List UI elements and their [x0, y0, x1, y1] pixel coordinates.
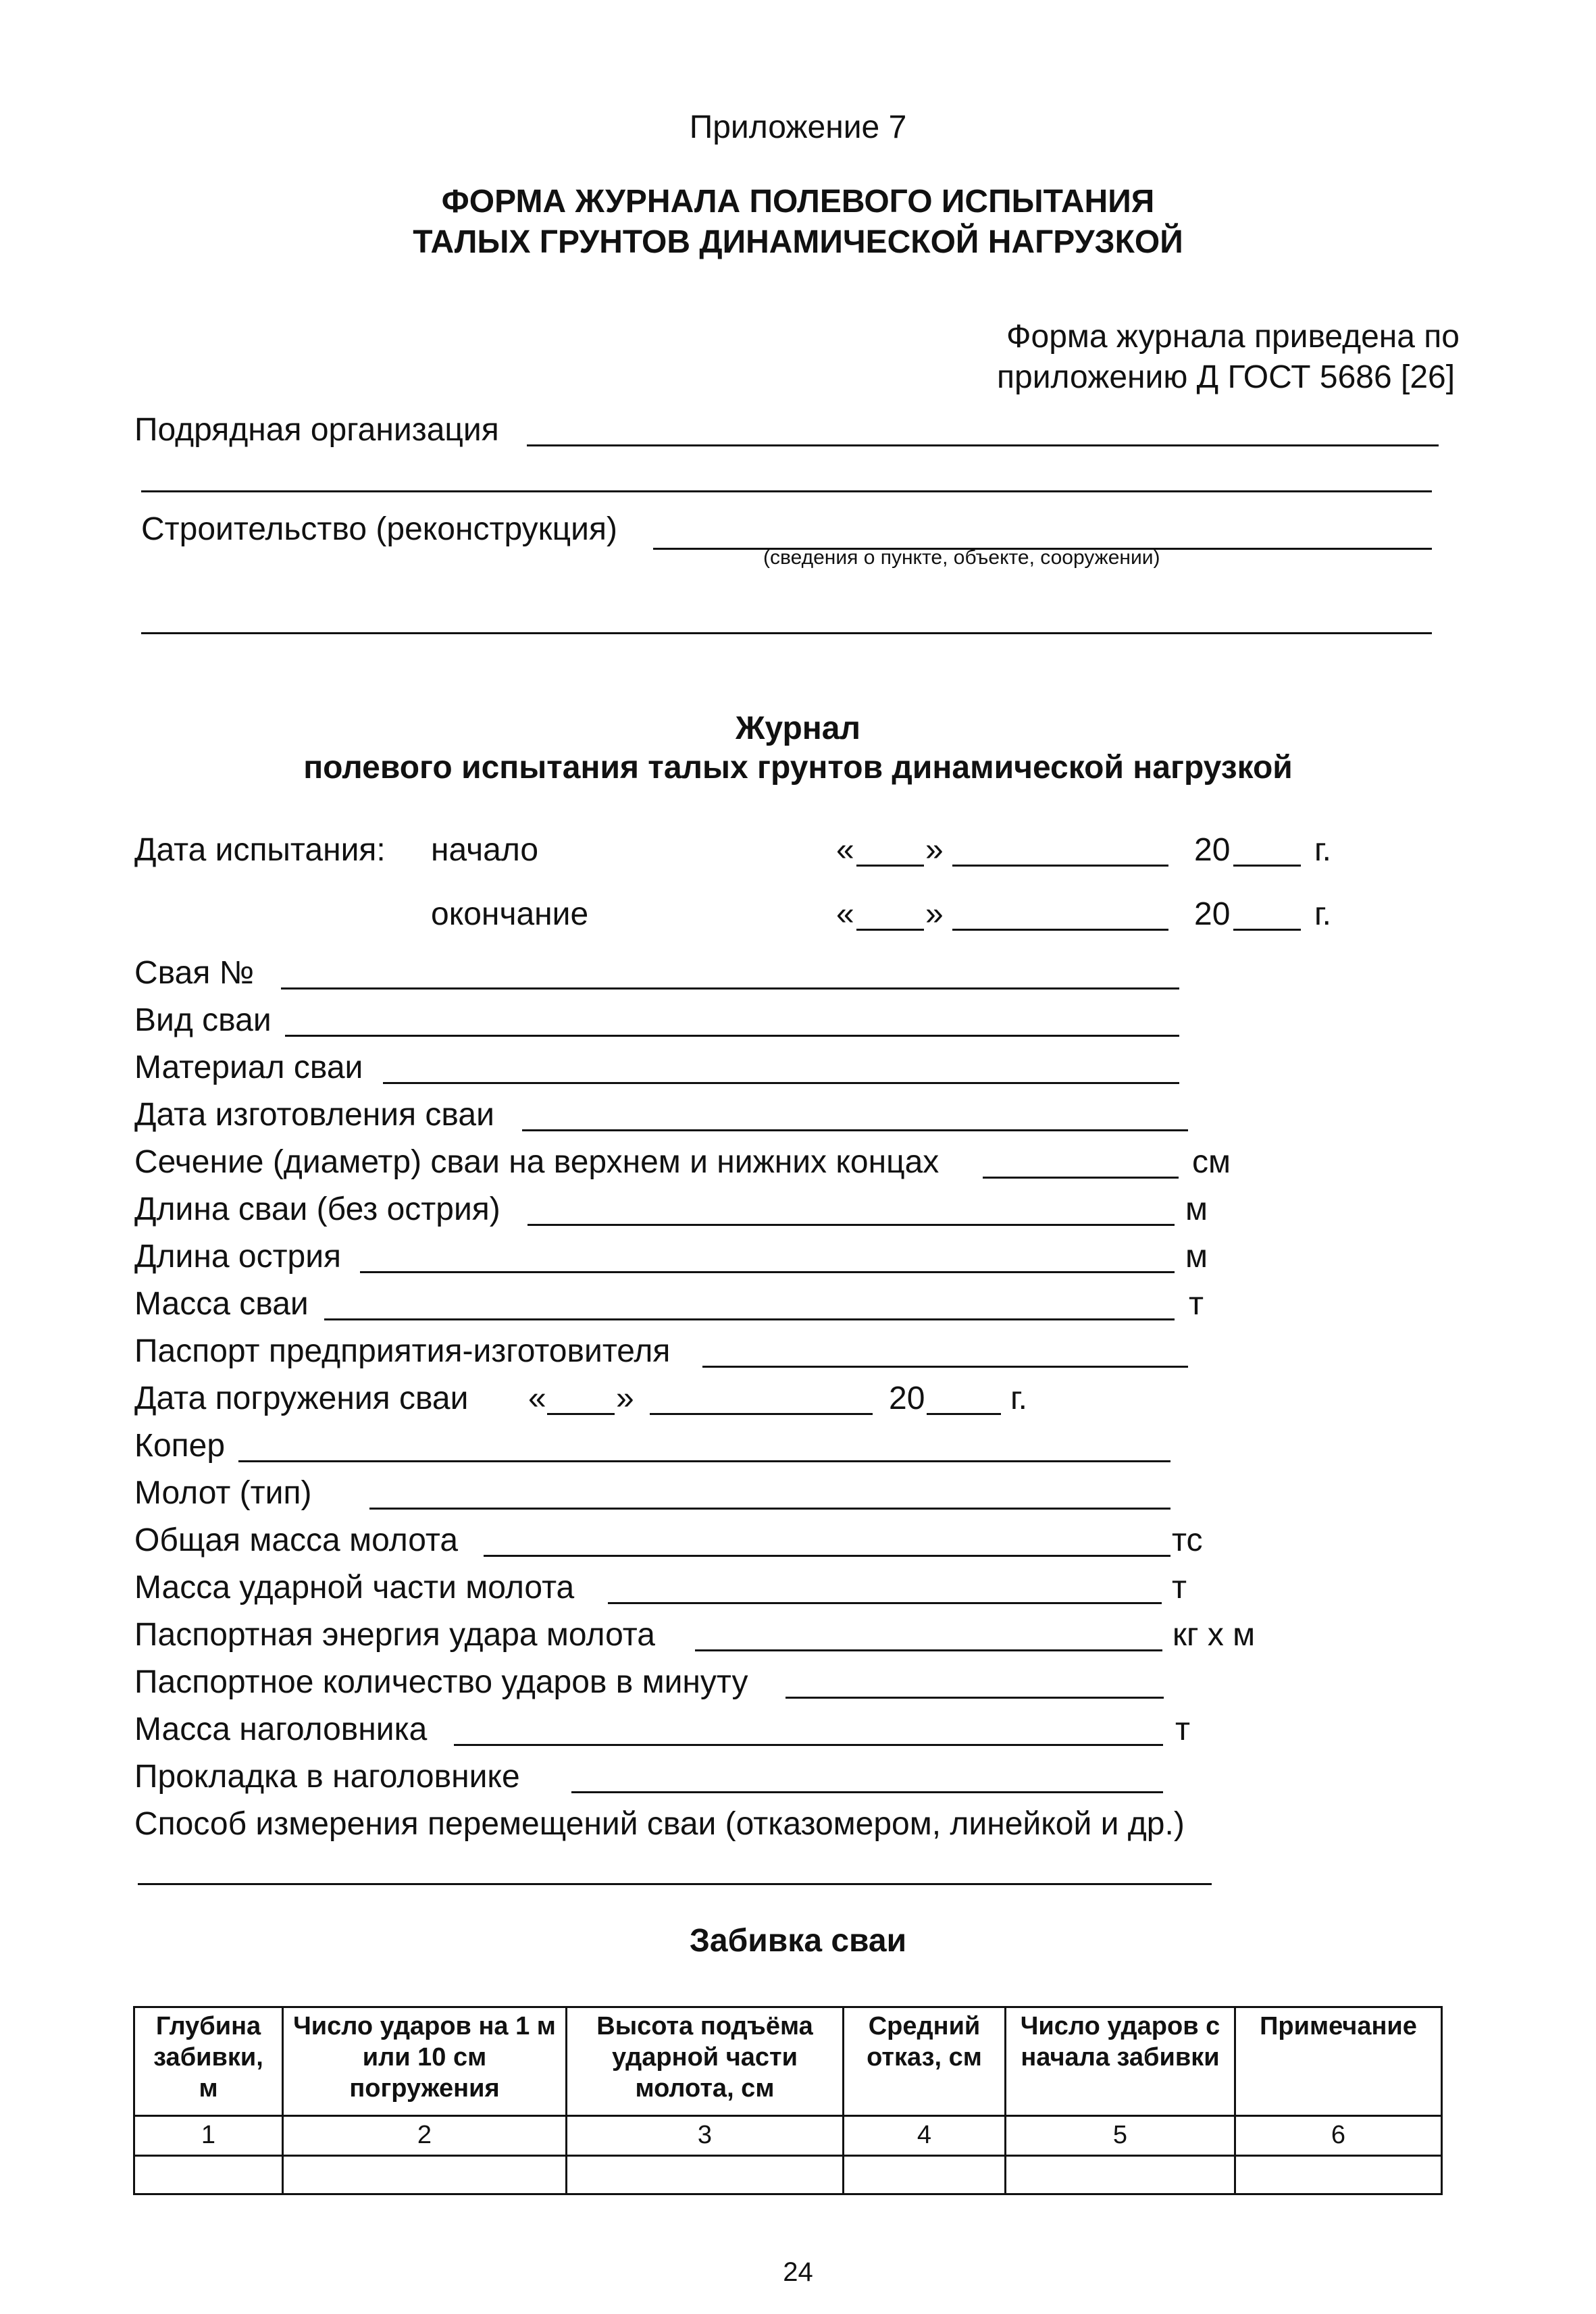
header-blows-per-meter: Число ударов на 1 м или 10 см погружения — [283, 2007, 567, 2116]
passport-line[interactable] — [702, 1366, 1188, 1368]
energy-label: Паспортная энергия удара молота — [134, 1617, 655, 1653]
helmet-pad-label: Прокладка в наголовнике — [134, 1759, 520, 1795]
month-start-line[interactable] — [952, 865, 1168, 867]
org-line-2[interactable] — [141, 490, 1432, 492]
col-number: 1 — [134, 2116, 283, 2156]
table-cell[interactable] — [844, 2156, 1006, 2194]
pile-length-line[interactable] — [527, 1224, 1175, 1226]
driving-date-label: Дата погружения сваи — [134, 1381, 469, 1416]
driving-month-line[interactable] — [650, 1413, 873, 1415]
table-cell[interactable] — [1006, 2156, 1235, 2194]
measure-method-line[interactable] — [138, 1883, 1212, 1885]
quote-close-end: » — [925, 896, 944, 932]
piledriver-label: Копер — [134, 1428, 226, 1464]
energy-line[interactable] — [695, 1649, 1162, 1651]
pile-material-label: Материал сваи — [134, 1050, 363, 1085]
helmet-mass-label: Масса наголовника — [134, 1712, 428, 1747]
pile-mass-unit: т — [1189, 1286, 1204, 1322]
blows-per-min-line[interactable] — [786, 1697, 1164, 1699]
form-title-line1: ФОРМА ЖУРНАЛА ПОЛЕВОГО ИСПЫТАНИЯ — [441, 184, 1155, 220]
table-row — [134, 2156, 1442, 2194]
header-ram-height: Высота подъёма ударной части молота, см — [567, 2007, 844, 2116]
header-blows-total: Число ударов с начала забивки — [1006, 2007, 1235, 2116]
year-end-line[interactable] — [1233, 929, 1301, 931]
page-number: 24 — [783, 2257, 813, 2287]
helmet-mass-line[interactable] — [454, 1744, 1163, 1746]
quote-open-end: « — [836, 896, 854, 932]
year-prefix-end: 20 — [1194, 896, 1231, 932]
col-number: 4 — [844, 2116, 1006, 2156]
org-line[interactable] — [527, 444, 1439, 446]
tip-length-label: Длина острия — [134, 1239, 342, 1275]
driving-year-prefix: 20 — [889, 1381, 925, 1416]
col-number: 5 — [1006, 2116, 1235, 2156]
col-number: 3 — [567, 2116, 844, 2156]
table-title: Забивка сваи — [689, 1923, 907, 1959]
driving-quote-close: » — [616, 1381, 634, 1416]
year-suffix-start: г. — [1314, 832, 1331, 868]
construction-label: Строительство (реконструкция) — [141, 511, 617, 547]
table-header-row — [134, 2007, 1442, 2116]
quote-close-start: » — [925, 832, 944, 868]
table-cell[interactable] — [283, 2156, 567, 2194]
hammer-mass-label: Общая масса молота — [134, 1522, 459, 1558]
blows-per-min-label: Паспортное количество ударов в минуту — [134, 1664, 748, 1700]
driving-year-suffix: г. — [1010, 1381, 1027, 1416]
date-end-label: окончание — [431, 896, 589, 932]
pile-mass-line[interactable] — [324, 1318, 1175, 1320]
year-prefix-start: 20 — [1194, 832, 1231, 868]
date-label: Дата испытания: — [134, 832, 386, 868]
pile-no-label: Свая № — [134, 955, 255, 991]
hammer-mass-unit: тс — [1172, 1522, 1203, 1558]
quote-open-start: « — [836, 832, 854, 868]
helmet-pad-line[interactable] — [571, 1791, 1163, 1793]
date-start-label: начало — [431, 832, 539, 868]
pile-material-line[interactable] — [383, 1082, 1179, 1084]
pile-mass-label: Масса сваи — [134, 1286, 309, 1322]
org-label: Подрядная организация — [134, 412, 499, 448]
pile-section-unit: см — [1192, 1144, 1231, 1180]
helmet-mass-unit: т — [1175, 1712, 1190, 1747]
note-line2: приложению Д ГОСТ 5686 [26] — [997, 359, 1456, 395]
piledriver-line[interactable] — [238, 1460, 1170, 1462]
driving-day-line[interactable] — [547, 1413, 615, 1415]
hammer-line[interactable] — [369, 1508, 1170, 1510]
pile-section-label: Сечение (диаметр) сваи на верхнем и нижних концах — [134, 1144, 939, 1180]
pile-type-label: Вид сваи — [134, 1002, 272, 1038]
tip-length-line[interactable] — [360, 1271, 1175, 1273]
driving-year-line[interactable] — [927, 1413, 1001, 1415]
tip-length-unit: м — [1185, 1239, 1208, 1275]
header-note: Примечание — [1235, 2007, 1442, 2116]
pile-length-unit: м — [1185, 1191, 1208, 1227]
header-avg-set: Средний отказ, см — [844, 2007, 1006, 2116]
pile-made-date-label: Дата изготовления сваи — [134, 1097, 494, 1133]
col-number: 6 — [1235, 2116, 1442, 2156]
day-start-line[interactable] — [856, 865, 924, 867]
table-cell[interactable] — [134, 2156, 283, 2194]
ram-mass-unit: т — [1172, 1570, 1187, 1605]
ram-mass-label: Масса ударной части молота — [134, 1570, 575, 1605]
pile-no-line[interactable] — [281, 987, 1179, 989]
day-end-line[interactable] — [856, 929, 924, 931]
hammer-mass-line[interactable] — [484, 1555, 1170, 1557]
col-number: 2 — [283, 2116, 567, 2156]
pile-section-line[interactable] — [983, 1177, 1179, 1179]
year-suffix-end: г. — [1314, 896, 1331, 932]
pile-type-line[interactable] — [285, 1035, 1179, 1037]
journal-subtitle: полевого испытания талых грунтов динамической нагрузкой — [303, 750, 1293, 786]
energy-unit: кг х м — [1173, 1617, 1256, 1653]
table-cell[interactable] — [1235, 2156, 1442, 2194]
ram-mass-line[interactable] — [608, 1602, 1162, 1604]
note-line1: Форма журнала приведена по — [1006, 319, 1460, 355]
year-start-line[interactable] — [1233, 865, 1301, 867]
journal-title: Журнал — [736, 711, 860, 746]
measure-method-label: Способ измерения перемещений сваи (отказомером, линейкой и др.) — [134, 1806, 1185, 1842]
table-cell[interactable] — [567, 2156, 844, 2194]
construction-hint: (сведения о пункте, объекте, сооружении) — [763, 546, 1160, 569]
table-number-row — [134, 2116, 1442, 2156]
hammer-label: Молот (тип) — [134, 1475, 312, 1511]
appendix-label: Приложение 7 — [689, 109, 907, 145]
header-depth: Глубина забивки, м — [134, 2007, 283, 2116]
driving-quote-open: « — [528, 1381, 546, 1416]
month-end-line[interactable] — [952, 929, 1168, 931]
pile-made-date-line[interactable] — [522, 1129, 1188, 1131]
passport-label: Паспорт предприятия-изготовителя — [134, 1333, 671, 1369]
form-title-line2: ТАЛЫХ ГРУНТОВ ДИНАМИЧЕСКОЙ НАГРУЗКОЙ — [413, 224, 1183, 260]
pile-driving-table — [133, 2006, 1443, 2195]
construction-line-2[interactable] — [141, 632, 1432, 634]
pile-length-label: Длина сваи (без острия) — [134, 1191, 500, 1227]
